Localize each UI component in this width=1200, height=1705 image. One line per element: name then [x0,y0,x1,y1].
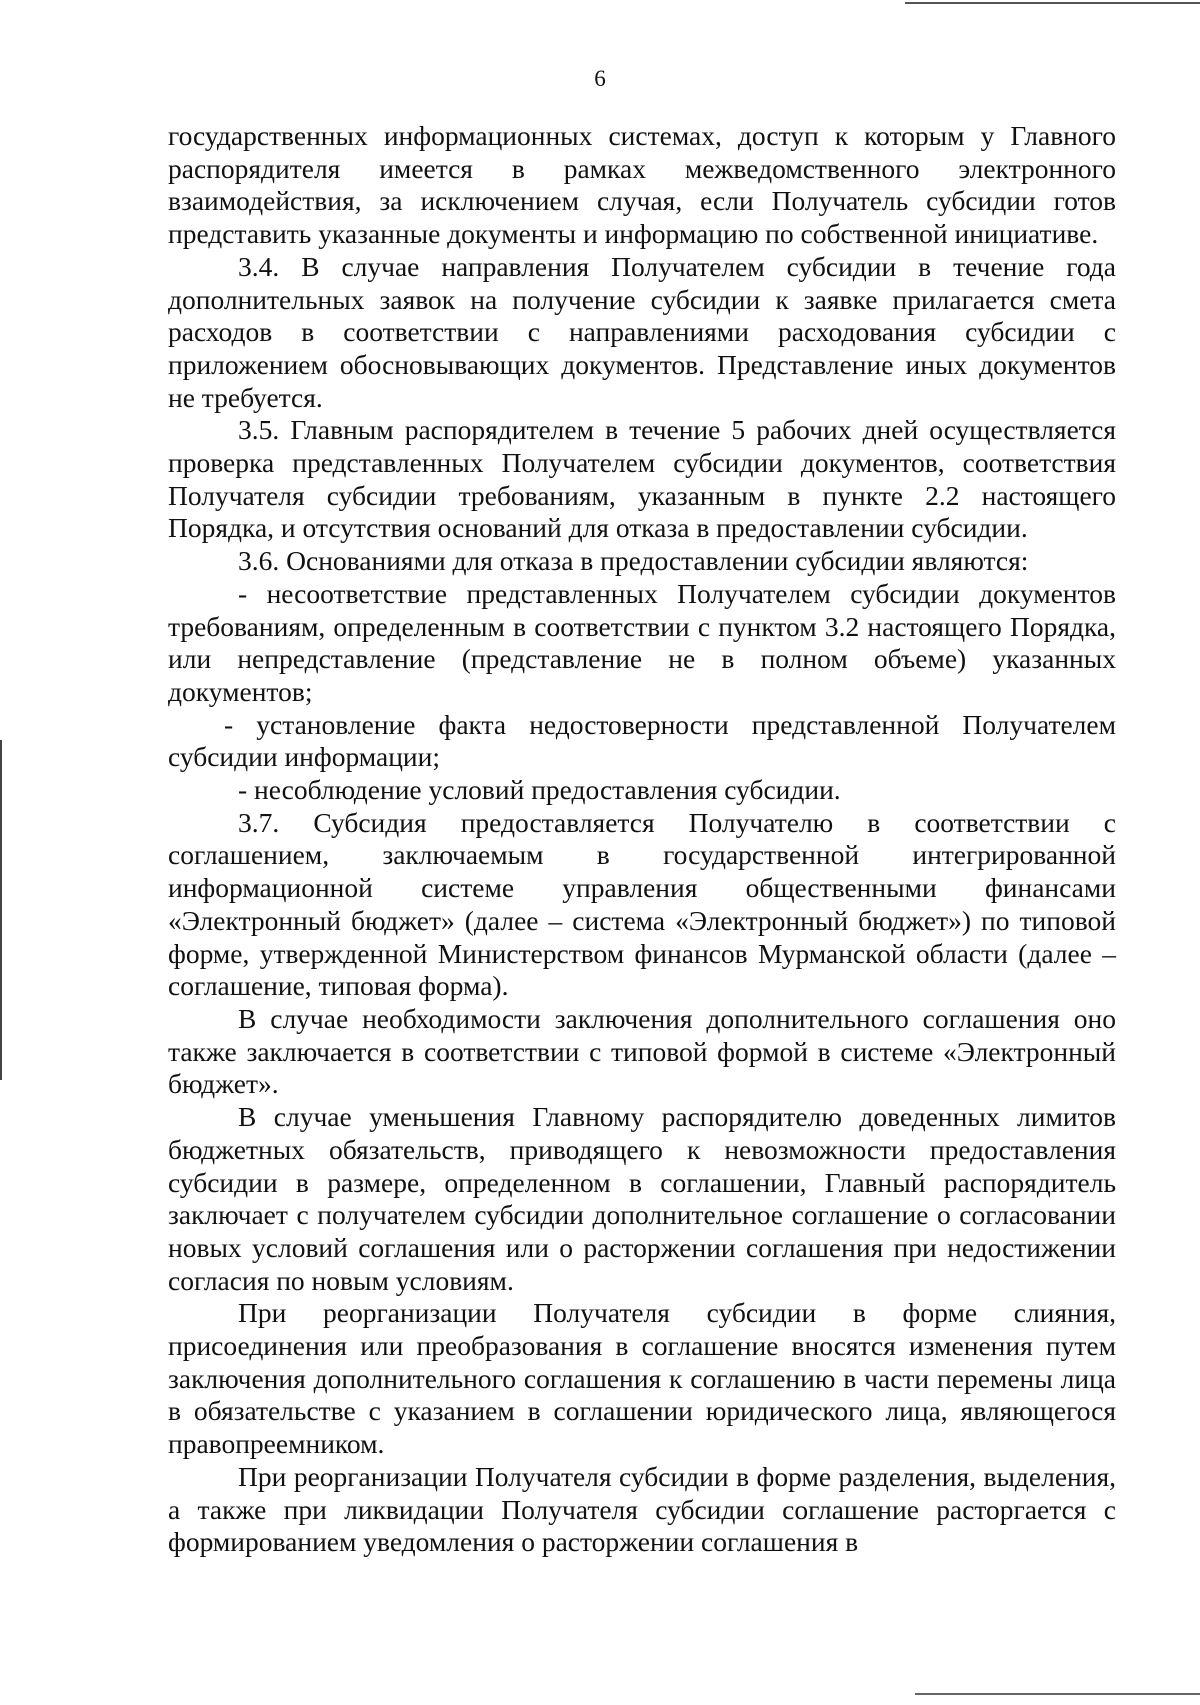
paragraph-limit-reduction: В случае уменьшения Главному распорядителю доведенных лимитов бюджетных обязательств, приводящего к невозможности предоставления субсидии в размере, определенном в соглашении, Главный распорядитель заключает с получателем субсидии дополнительное соглашение о согласовании новых условий соглашения или о расторжении соглашения при недостижении согласия по новым условиям. [168,1101,1116,1296]
list-item-refusal-2: - установление факта недостоверности представленной Получателем субсидии информации; [168,708,1116,773]
paragraph-reorganization-division: При реорганизации Получателя субсидии в форме разделения, выделения, а также при ликвидации Получателя субсидии соглашение расторгается с формированием уведомления о расторжении соглашения в [168,1460,1116,1558]
document-body [168,120,1116,1559]
paragraph-reorganization-merger: При реорганизации Получателя субсидии в форме слияния, присоединения или преобразования в соглашение вносятся изменения путем заключения дополнительного соглашения к соглашению в части перемены лица в обязательстве с указанием в соглашении юридического лица, являющегося правопреемником. [168,1297,1116,1460]
paragraph-3-5: 3.5. Главным распорядителем в течение 5 рабочих дней осуществляется проверка представленных Получателем субсидии документов, соответствия Получателя субсидии требованиям, указанным в пункте 2.2 настоящего Порядка, и отсутствия оснований для отказа в предоставлении субсидии. [168,414,1116,544]
list-item-refusal-1: - несоответствие представленных Получателем субсидии документов требованиям, определенным в соответствии с пунктом 3.2 настоящего Порядка, или непредставление (представление не в полном объеме) указанных документов; [168,577,1116,707]
scan-edge-line-bottom [915,1693,1200,1695]
scan-edge-line-left [0,740,2,1080]
paragraph-3-7: 3.7. Субсидия предоставляется Получателю в соответствии с соглашением, заключаемым в государственной интегрированной информационной системе управления общественными финансами «Электронный бюджет» (далее – система «Электронный бюджет») по типовой форме, утвержденной Министерством финансов Мурманской области (далее – соглашение, типовая форма). [168,806,1116,1002]
list-item-refusal-3: - несоблюдение условий предоставления субсидии. [238,774,841,806]
page-number: 6 [594,66,606,91]
scan-edge-line-top [905,2,1200,4]
paragraph-3-4: 3.4. В случае направления Получателем субсидии в течение года дополнительных заявок на получение субсидии к заявке прилагается смета расходов в соответствии с направлениями расходования субсидии с приложением обосновывающих документов. Представление иных документов не требуется. [168,250,1116,413]
paragraph-3-6: 3.6. Основаниями для отказа в предоставлении субсидии являются: [238,545,1029,577]
paragraph-additional-agreement: В случае необходимости заключения дополнительного соглашения оно также заключается в соответствии с типовой формой в системе «Электронный бюджет». [168,1002,1116,1100]
paragraph: государственных информационных системах, доступ к которым у Главного распорядителя имеется в рамках межведомственного электронного взаимодействия, за исключением случая, если Получатель субсидии готов представить указанные документы и информацию по собственной инициативе. [168,120,1116,250]
